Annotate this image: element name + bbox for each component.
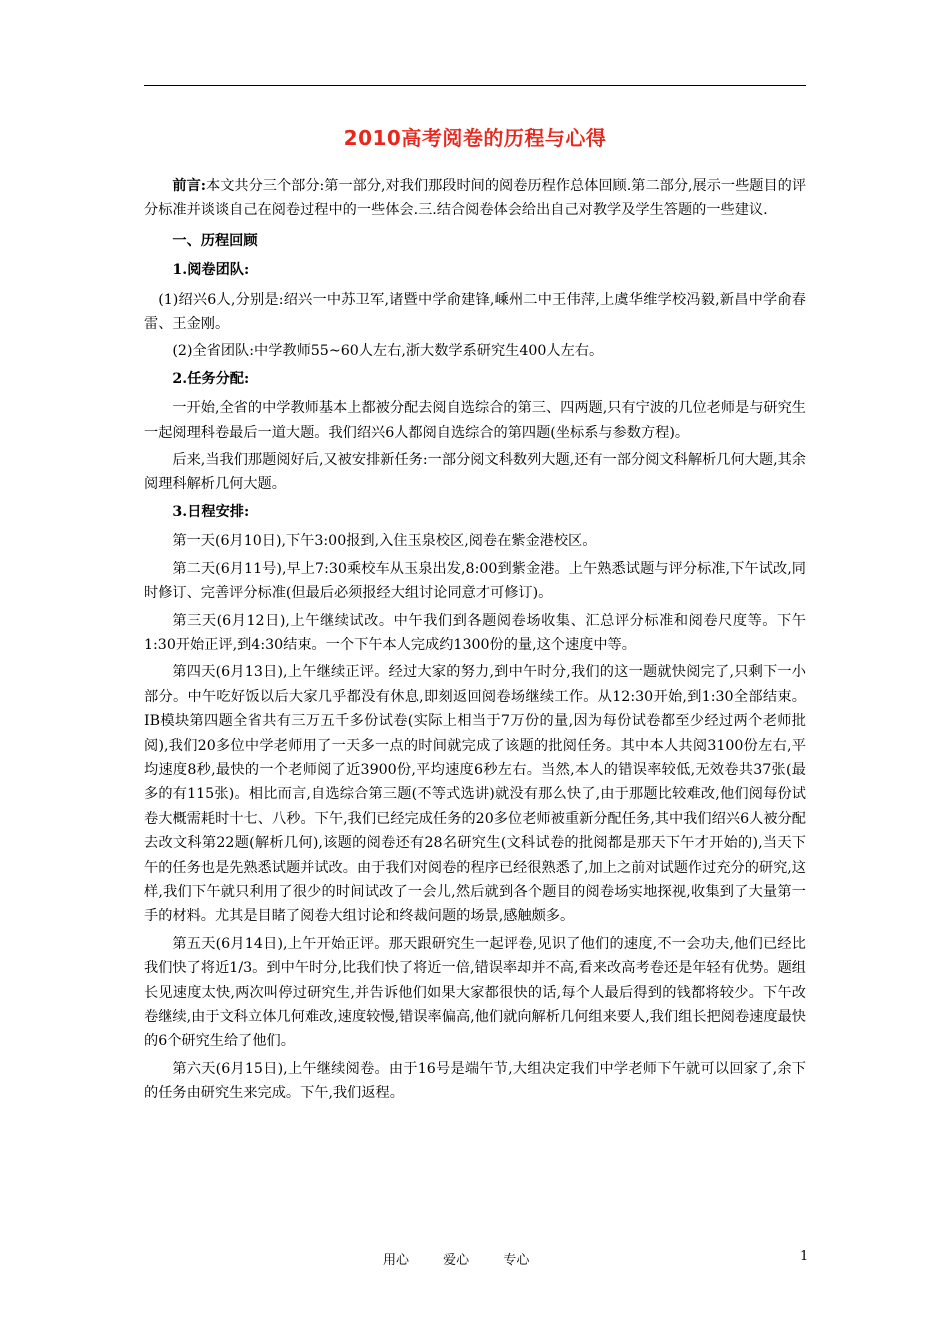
paragraph-day-3: 第三天(6月12日),上午继续试改。中午我们到各题阅卷场收集、汇总评分标准和阅卷尺度等。下午1:30开始正评,到4:30结束。一个下午本人完成约1300份的量,这个速度中等。 [144,612,806,653]
section-heading-review: 一、历程回顾 [172,232,258,249]
intro-label: 前言: [172,178,207,194]
footer-mottos [383,1249,559,1268]
paragraph-task-initial: 一开始,全省的中学教师基本上都被分配去阅自选综合的第三、四两题,只有宁波的几位老师是与研究生一起阅理科卷最后一道大题。我们绍兴6人都阅自选综合的第四题(坐标系与参数方程)。 [144,400,806,441]
footer-motto: 用心 [383,1253,410,1268]
document-title: 2010高考阅卷的历程与心得 [343,126,607,150]
paragraph-team-province: (2)全省团队:中学教师55~60人左右,浙大数学系研究生400人左右。 [172,343,604,360]
header-rule [144,85,806,86]
intro-paragraph [144,174,806,223]
intro-text: 本文共分三个部分:第一部分,对我们那段时间的阅卷历程作总体回顾.第二部分,展示一些题目的评分标准并谈谈自己在阅卷过程中的一些体会.三.结合阅卷体会给出自己对教学及学生答题的一些建议. [144,178,807,219]
document-body [144,174,806,1109]
footer-motto: 专心 [503,1253,530,1268]
footer-motto: 爱心 [443,1253,470,1268]
paragraph-day-1: 第一天(6月10日),下午3:00报到,入住玉泉校区,阅卷在紫金港校区。 [172,533,597,550]
subheading-team: 1.阅卷团队: [172,262,250,279]
paragraph-task-later: 后来,当我们那题阅好后,又被安排新任务:一部分阅文科数列大题,还有一部分阅文科解析几何大题,其余阅理科解析几何大题。 [144,452,806,493]
page-number: 1 [800,1249,809,1264]
paragraph-day-5: 第五天(6月14日),上午开始正评。那天跟研究生一起评卷,见识了他们的速度,不一会功夫,他们已经比我们快了将近1/3。到中午时分,比我们快了将近一倍,错误率却并不高,看来改高考卷还是年轻有优势。题组长见速度太快,两次叫停过研究生,并告诉他们如果大家都很快的话,每个人最后得到的钱都将较少。下午改卷继续,由于文科立体几何难改,速度较慢,错误率偏高,他们就向解析几何组来要人,我们组长把阅卷速度最快的6个研究生给了他们。 [144,935,806,1050]
paragraph-day-4: 第四天(6月13日),上午继续正评。经过大家的努力,到中午时分,我们的这一题就快阅完了,只剩下一小部分。中午吃好饭以后大家几乎都没有休息,即刻返回阅卷场继续工作。从12:30开始,到1:30全部结束。IB模块第四题全省共有三万五千多份试卷(实际上相当于7万份的量,因为每份试卷都至少经过两个老师批阅),我们20多位中学老师用了一天多一点的时间就完成了该题的批阅任务。其中本人共阅3100份左右,平均速度8秒,最快的一个老师阅了近3900份,平均速度6秒左右。当然,本人的错误率较低,无效卷共37张(最多的有115张)。相比而言,自选综合第三题(不等式选讲)就没有那么快了,由于那题比较难改,他们阅每份试卷大概需耗时十七、八秒。下午,我们已经完成任务的20多位老师被重新分配任务,其中我们绍兴6人被分配去改文科第22题(解析几何),该题的阅卷还有28名研究生(文科试卷的批阅都是那天下午才开始的),当天下午的任务也是先熟悉试题并试改。由于我们对阅卷的程序已经很熟悉了,加上之前对试题作过充分的研究,这样,我们下午就只利用了很少的时间试改了一会儿,然后就到各个题目的阅卷场实地探视,收集到了大量第一手的材料。尤其是目睹了阅卷大组讨论和终裁问题的场景,感触颇多。 [144,664,806,925]
paragraph-team-shaoxing: (1)绍兴6人,分别是:绍兴一中苏卫军,诸暨中学俞建锋,嵊州二中王伟萍,上虞华维学校冯毅,新昌中学俞春雷、王金刚。 [144,291,806,333]
subheading-task: 2.任务分配: [172,370,250,387]
paragraph-day-6: 第六天(6月15日),上午继续阅卷。由于16号是端午节,大组决定我们中学老师下午就可以回家了,余下的任务由研究生来完成。下午,我们返程。 [144,1060,806,1102]
subheading-schedule: 3.日程安排: [172,503,250,520]
paragraph-day-2: 第二天(6月11号),早上7:30乘校车从玉泉出发,8:00到紫金港。上午熟悉试题与评分标准,下午试改,同时修订、完善评分标准(但最后必须报经大组讨论同意才可修订)。 [144,560,806,602]
